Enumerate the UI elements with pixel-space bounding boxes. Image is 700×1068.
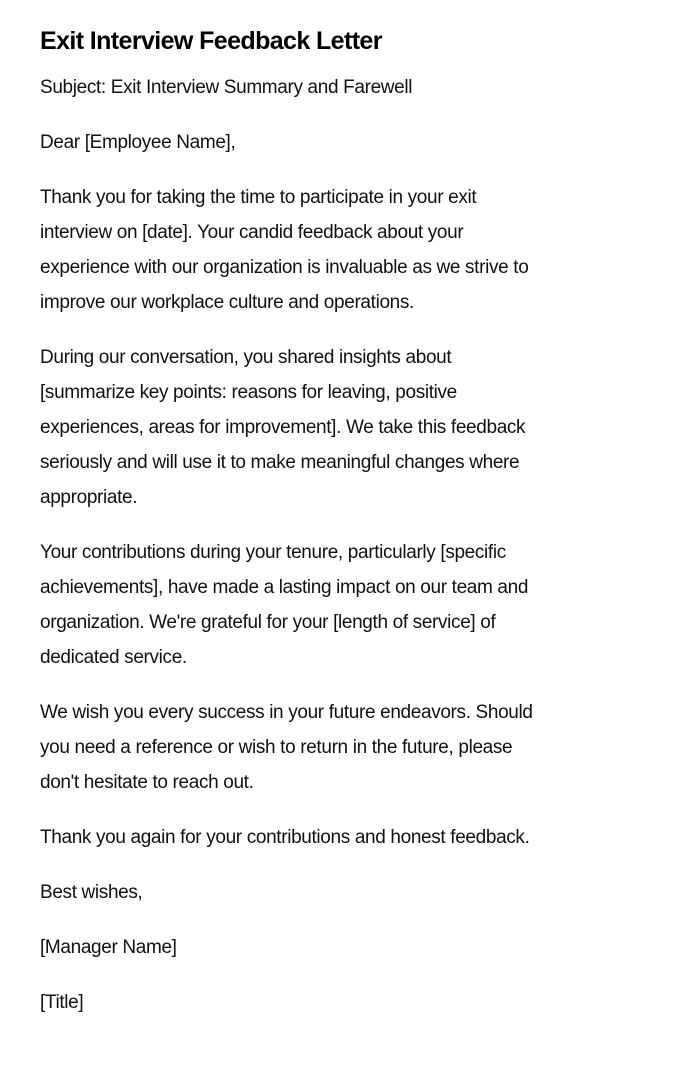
- text-line: achievements], have made a lasting impact on our team and: [40, 577, 529, 598]
- text-line: you need a reference or wish to return in the future, please: [40, 737, 513, 758]
- text-line: appropriate.: [40, 487, 138, 508]
- text-line: Your contributions during your tenure, particularly [specific: [40, 542, 506, 563]
- text-line: improve our workplace culture and operations.: [40, 292, 414, 313]
- subject-line: Subject: Exit Interview Summary and Farewell: [40, 77, 413, 98]
- salutation: Dear [Employee Name],: [40, 132, 236, 153]
- paragraph-thank-you: [40, 180, 660, 320]
- signature-title: [Title]: [40, 992, 84, 1013]
- text-line: Thank you again for your contributions and honest feedback.: [40, 827, 530, 848]
- text-line: Thank you for taking the time to participate in your exit: [40, 187, 477, 208]
- text-line: experiences, areas for improvement]. We take this feedback: [40, 417, 526, 438]
- paragraph-contributions: [40, 535, 660, 675]
- text-line: dedicated service.: [40, 647, 187, 668]
- text-line: During our conversation, you shared insights about: [40, 347, 452, 368]
- text-line: [summarize key points: reasons for leaving, positive: [40, 382, 457, 403]
- paragraph-thanks-again: [40, 820, 660, 855]
- text-line: experience with our organization is invaluable as we strive to: [40, 257, 529, 278]
- document-title: Exit Interview Feedback Letter: [40, 27, 382, 55]
- text-line: We wish you every success in your future endeavors. Should: [40, 702, 533, 723]
- text-line: seriously and will use it to make meaningful changes where: [40, 452, 520, 473]
- text-line: interview on [date]. Your candid feedback about your: [40, 222, 464, 243]
- closing: Best wishes,: [40, 882, 143, 903]
- paragraph-well-wishes: [40, 695, 660, 800]
- text-line: organization. We're grateful for your [length of service] of: [40, 612, 496, 633]
- paragraph-conversation: [40, 340, 660, 515]
- text-line: don't hesitate to reach out.: [40, 772, 254, 793]
- signature-name: [Manager Name]: [40, 937, 177, 958]
